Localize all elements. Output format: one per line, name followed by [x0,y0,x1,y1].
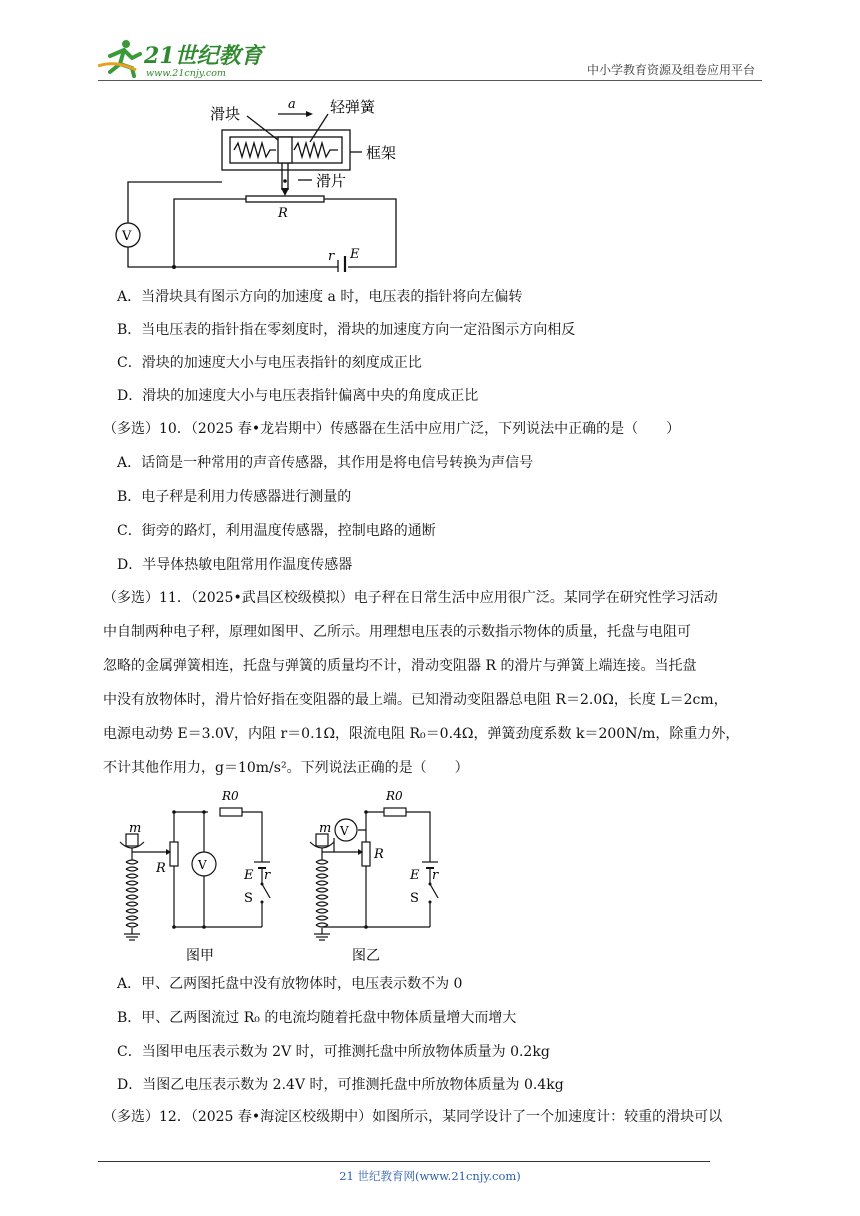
fig-jia-label-S: S [244,891,253,906]
label-emf: E [350,247,360,262]
runner-icon [98,40,140,76]
fig-yi-label-R0: R0 [386,789,403,803]
label-resistor: R [278,206,288,221]
fig-jia-caption: 图甲 [186,948,214,964]
q11-stem-line-5: 电源电动势 E＝3.0V，内阻 r＝0.1Ω，限流电阻 R₀＝0.4Ω，弹簧劲度系数 k＝200N/m，除重力外， [103,726,740,742]
q9-option-a: A．当滑块具有图示方向的加速度 a 时，电压表的指针将向左偏转 [117,289,523,305]
q10-option-c: C．街旁的路灯，利用温度传感器，控制电路的通断 [117,523,436,539]
label-spring: 轻弹簧 [330,98,376,116]
site-logo [96,36,266,80]
fig-yi-label-R: R [374,847,384,862]
label-internal-r: r [328,249,335,264]
q11-stem-line-6: 不计其他作用力，g＝10m/s²。下列说法正确的是（ ） [103,760,469,776]
label-frame: 框架 [366,144,397,162]
fig-jia-label-R: R [156,861,166,876]
fig-yi-label-m: m [319,821,332,836]
q9-option-c: C．滑块的加速度大小与电压表指针的刻度成正比 [117,355,422,371]
fig-yi-voltmeter-label: V [340,824,349,838]
label-wiper: 滑片 [316,172,347,190]
label-acceleration: a [288,97,296,112]
q10-stem: （多选）10．（2025 春•龙岩期中）传感器在生活中应用广泛，下列说法中正确的是（ ） [103,421,681,437]
footer-link[interactable]: 21 世纪教育网(www.21cnjy.com) [339,1169,521,1183]
platform-title: 中小学教育资源及组卷应用平台 [586,63,755,77]
fig-yi-label-S: S [410,891,419,906]
fig-yi-label-E: E [410,868,420,883]
fig-yi-label-r: r [432,868,439,883]
q11-stem-line-2: 中自制两种电子秤，原理如图甲、乙所示。用理想电压表的示数指示物体的质量，托盘与电阻可 [103,624,691,640]
q11-stem-line-1: （多选）11．（2025•武昌区校级模拟）电子秤在日常生活中应用很广泛。某同学在研究性学习活动 [103,590,718,606]
q11-stem-line-3: 忽略的金属弹簧相连，托盘与弹簧的质量均不计，滑动变阻器 R 的滑片与弹簧上端连接。当托盘 [103,658,697,674]
electronic-scale-figures [112,782,452,967]
q11-option-b: B．甲、乙两图流过 R₀ 的电流均随着托盘中物体质量增大而增大 [117,1010,517,1026]
q11-option-d: D．当图乙电压表示数为 2.4V 时，可推测托盘中所放物体质量为 0.4kg [117,1077,564,1093]
q9-option-d: D．滑块的加速度大小与电压表指针偏离中央的角度成正比 [117,388,479,404]
q10-option-b: B．电子秤是利用力传感器进行测量的 [117,489,352,505]
footer-rule [98,1161,710,1162]
q11-stem-line-4: 中没有放物体时，滑片恰好指在变阻器的最上端。已知滑动变阻器总电阻 R＝2.0Ω，长度 L＝2cm， [103,692,728,708]
q9-option-b: B．当电压表的指针指在零刻度时，滑块的加速度方向一定沿图示方向相反 [117,322,576,338]
q10-option-d: D．半导体热敏电阻常用作温度传感器 [117,557,353,573]
logo-text: 21世纪教育 [144,43,263,69]
fig-jia-label-m: m [129,821,142,836]
q11-option-c: C．当图甲电压表示数为 2V 时，可推测托盘中所放物体质量为 0.2kg [117,1044,550,1060]
fig-jia-label-E: E [244,868,254,883]
q12-stem: （多选）12．（2025 春•海淀区校级期中）如图所示，某同学设计了一个加速度计：较重的滑块可以 [103,1109,723,1125]
label-slider-block: 滑块 [210,105,241,123]
fig-yi-caption: 图乙 [352,948,380,964]
fig-jia-label-r: r [264,868,271,883]
fig-jia-voltmeter-label: V [198,858,207,872]
fig-jia-label-R0: R0 [222,789,239,803]
q10-option-a: A．话筒是一种常用的声音传感器，其作用是将电信号转换为声信号 [117,455,534,471]
logo-url: www.21cnjy.com [146,68,226,79]
voltmeter-label: V [122,229,132,244]
q11-option-a: A．甲、乙两图托盘中没有放物体时，电压表示数不为 0 [117,976,463,992]
accelerometer-circuit-figure [110,92,410,272]
header-rule [98,80,762,81]
